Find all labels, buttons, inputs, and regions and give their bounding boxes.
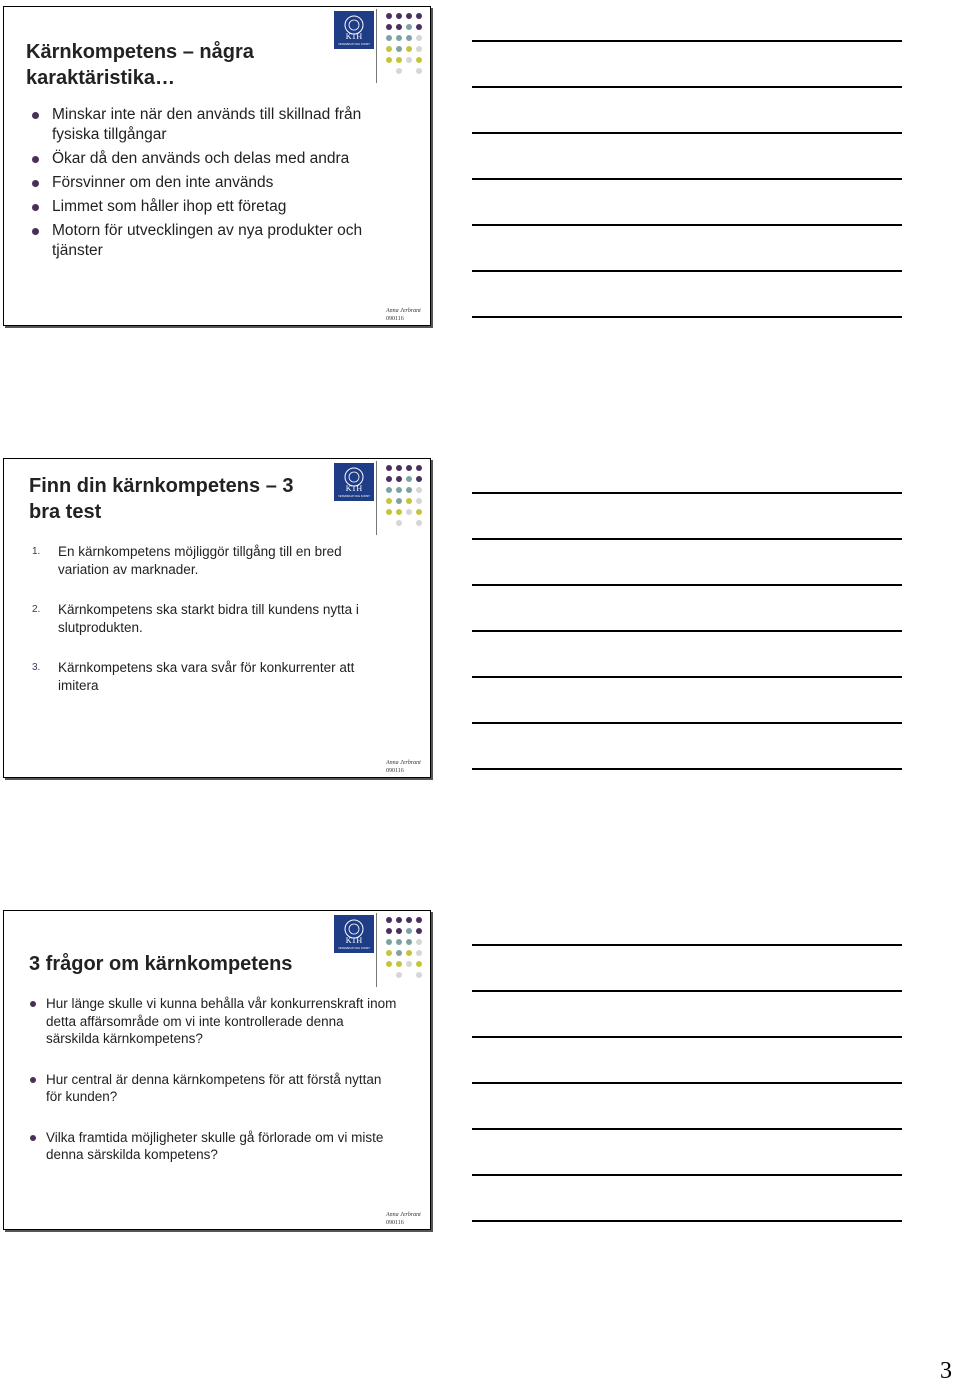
slide-title: Finn din kärnkompetens – 3 bra test [29,475,294,523]
decorative-dot [396,57,402,63]
list-number: 2. [32,604,41,615]
list-item: Vilka framtida möjligheter skulle gå förlorade om vi miste denna särskilda kompetens? [30,1129,400,1164]
kth-logo [334,11,374,49]
decorative-dot [406,498,412,504]
list-item: Hur central är denna kärnkompetens för att förstå nyttan för kunden? [30,1071,400,1106]
list-item [32,543,392,579]
decorative-dot [396,13,402,19]
decorative-dot [386,509,392,515]
decorative-dot [416,928,422,934]
list-item: Motorn för utvecklingen av nya produkter och tjänster [32,221,392,261]
list-item [32,659,392,695]
divider-line [376,913,377,987]
note-line [472,178,902,180]
decorative-dot [396,487,402,493]
decorative-dot [416,520,422,526]
decorative-dot [396,498,402,504]
decorative-dot [416,509,422,515]
note-line [472,944,902,946]
decorative-dot [386,961,392,967]
footer-date: 090116 [386,1220,404,1226]
decorative-dot [416,487,422,493]
list-item [32,601,392,637]
logo-subtext: VETENSKAP OCH KONST [338,947,370,950]
note-line [472,270,902,272]
decorative-dot [396,35,402,41]
divider-line [376,9,377,83]
decorative-dot [416,24,422,30]
decorative-dot [386,950,392,956]
decorative-dot [416,476,422,482]
slide-footer [386,759,421,775]
note-line [472,676,902,678]
decorative-dot [416,961,422,967]
slide-3 [3,910,431,1230]
decorative-dot [416,68,422,74]
list-item: Minskar inte när den används till skillnad från fysiska tillgångar [32,105,392,145]
page-number: 3 [940,1358,952,1384]
decorative-dot [406,24,412,30]
decorative-dot [396,465,402,471]
decorative-dot [406,465,412,471]
decorative-dot [406,476,412,482]
decorative-dot [406,917,412,923]
note-line [472,1082,902,1084]
decorative-dot [406,35,412,41]
decorative-dot [406,509,412,515]
decorative-dot [416,465,422,471]
decorative-dot [386,487,392,493]
decorative-dot [416,13,422,19]
decorative-dot [396,961,402,967]
decorative-dot [396,24,402,30]
decorative-dot [396,939,402,945]
decorative-dot [386,24,392,30]
footer-author: Anna Jerbrant [386,760,421,766]
list-item: Ökar då den används och delas med andra [32,149,392,169]
list-number: 1. [32,546,41,557]
decorative-dot [406,961,412,967]
decorative-dot [396,928,402,934]
decorative-dot [386,46,392,52]
decorative-dot [406,950,412,956]
decorative-dot [406,487,412,493]
logo-subtext: VETENSKAP OCH KONST [338,43,370,46]
list-item-text: Kärnkompetens ska starkt bidra till kundens nytta i slutprodukten. [58,602,359,635]
note-line [472,86,902,88]
note-line [472,132,902,134]
decorative-dot [396,917,402,923]
decorative-dot [386,13,392,19]
decorative-dot [386,465,392,471]
decorative-dot [406,57,412,63]
kth-logo [334,915,374,953]
decorative-dot [406,46,412,52]
decorative-dot [386,917,392,923]
note-line [472,584,902,586]
note-line [472,722,902,724]
decorative-dot [396,509,402,515]
decorative-dot [386,928,392,934]
logo-text: KTH [345,32,363,41]
slide-2 [3,458,431,778]
footer-date: 090116 [386,316,404,322]
numbered-list [32,543,392,717]
list-item: Hur länge skulle vi kunna behålla vår konkurrenskraft inom detta affärsområde om vi inte kontrollerade denna särskilda kärnkompetens? [30,995,400,1048]
decorative-dot [386,57,392,63]
decorative-dot [416,57,422,63]
list-item: Limmet som håller ihop ett företag [32,197,392,217]
decorative-dot [416,939,422,945]
divider-line [376,461,377,535]
decorative-dot [396,46,402,52]
note-line [472,224,902,226]
decorative-dot [396,950,402,956]
decorative-dot [396,476,402,482]
note-line [472,538,902,540]
note-line [472,40,902,42]
kth-logo [334,463,374,501]
slide-footer [386,307,421,323]
decorative-dot [406,939,412,945]
list-item-text: Kärnkompetens ska vara svår för konkurrenter att imitera [58,660,355,693]
decorative-dot [386,35,392,41]
decorative-dot [396,520,402,526]
logo-text: KTH [345,936,363,945]
footer-author: Anna Jerbrant [386,308,421,314]
decorative-dot [416,917,422,923]
list-item-text: En kärnkompetens möjliggör tillgång till en bred variation av marknader. [58,544,342,577]
decorative-dot [396,972,402,978]
decorative-dot [386,498,392,504]
decorative-dot [416,498,422,504]
footer-date: 090116 [386,768,404,774]
slide-footer [386,1211,421,1227]
decorative-dot [406,13,412,19]
note-line [472,990,902,992]
decorative-dot [386,476,392,482]
slide-title: Kärnkompetens – några karaktäristika… [26,41,254,89]
bullet-list [30,995,400,1187]
list-item: Försvinner om den inte används [32,173,392,193]
slide-title: 3 frågor om kärnkompetens [29,953,293,975]
decorative-dot [416,972,422,978]
note-line [472,1128,902,1130]
decorative-dot [416,35,422,41]
decorative-dot [396,68,402,74]
note-line [472,630,902,632]
decorative-dot [416,950,422,956]
note-line [472,1220,902,1222]
logo-text: KTH [345,484,363,493]
slide-1 [3,6,431,326]
decorative-dot [386,939,392,945]
note-line [472,1174,902,1176]
list-number: 3. [32,662,41,673]
logo-subtext: VETENSKAP OCH KONST [338,495,370,498]
note-line [472,768,902,770]
note-line [472,492,902,494]
footer-author: Anna Jerbrant [386,1212,421,1218]
decorative-dot [416,46,422,52]
note-line [472,316,902,318]
decorative-dot [406,928,412,934]
note-line [472,1036,902,1038]
bullet-list [32,105,392,265]
